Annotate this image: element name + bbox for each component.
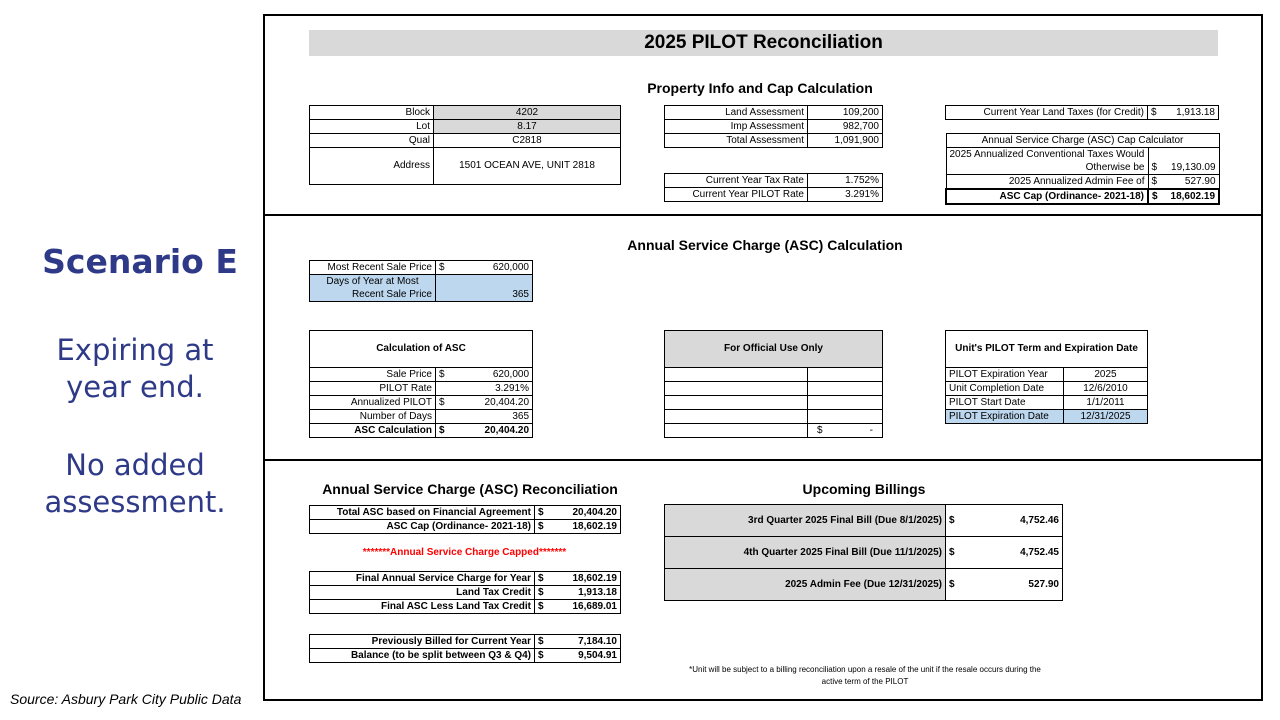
rates-table	[664, 173, 883, 202]
balance-label: Balance (to be split between Q3 & Q4)	[310, 649, 535, 663]
days-label-line2: Recent Sale Price	[351, 289, 432, 300]
block-label: Block	[310, 106, 434, 120]
land-assessment-label: Land Assessment	[665, 106, 808, 120]
cap-calculator-table	[945, 133, 1220, 205]
previously-billed-value: 7,184.10	[578, 636, 617, 647]
conventional-taxes-line1: 2025 Annualized Conventional Taxes Would	[949, 149, 1145, 160]
resale-note-line1: *Unit will be subject to a billing reconciliation upon a resale of the unit if the resale occurs during the	[689, 665, 1041, 674]
scenario-title: Scenario E	[42, 242, 238, 281]
sale-price-table	[309, 260, 533, 302]
conventional-taxes-value: 19,130.09	[1171, 162, 1216, 173]
recon-asc-cap-label: ASC Cap (Ordinance- 2021-18)	[310, 520, 535, 534]
reconciliation-top-table	[309, 505, 621, 534]
sale-price-label: Most Recent Sale Price	[310, 261, 436, 275]
calc-pilot-rate-value: 3.291%	[495, 383, 530, 394]
calc-number-of-days-label: Number of Days	[310, 410, 436, 424]
expiration-year-value: 2025	[1064, 368, 1148, 382]
official-total-value: -	[869, 425, 874, 436]
section-divider-2	[263, 459, 1263, 461]
official-cell	[665, 410, 808, 424]
admin-fee-label: 2025 Annualized Admin Fee of	[946, 175, 1148, 190]
expiration-date-value: 12/31/2025	[1064, 410, 1148, 424]
official-use-table	[664, 330, 883, 438]
admin-fee-bill-value: 527.90	[1028, 579, 1059, 590]
recon-asc-cap-value: 18,602.19	[572, 521, 617, 532]
reconciliation-bottom-table	[309, 634, 621, 663]
property-table	[309, 105, 621, 185]
calc-number-of-days-value: 365	[512, 411, 530, 422]
total-assessment-value: 1,091,900	[808, 134, 883, 148]
imp-assessment-label: Imp Assessment	[665, 120, 808, 134]
calc-pilot-rate-label: PILOT Rate	[310, 382, 436, 396]
lot-label: Lot	[310, 120, 434, 134]
tax-rate-value: 1.752%	[808, 174, 883, 188]
official-cell	[808, 368, 883, 382]
conventional-taxes-line2: Otherwise be	[1085, 162, 1145, 173]
block-value: 4202	[434, 106, 621, 120]
asc-cap-value: 18,602.19	[1170, 191, 1216, 202]
final-asc-currency: $	[538, 573, 544, 584]
tax-rate-label: Current Year Tax Rate	[665, 174, 808, 188]
imp-assessment-value: 982,700	[808, 120, 883, 134]
total-asc-value: 20,404.20	[572, 507, 617, 518]
land-taxes-table	[945, 105, 1219, 120]
q4-bill-currency: $	[949, 547, 955, 558]
address-value: 1501 OCEAN AVE, UNIT 2818	[434, 148, 621, 185]
scenario-line-4: assessment.	[44, 485, 226, 519]
recon-asc-cap-currency: $	[538, 521, 544, 532]
official-cell	[808, 410, 883, 424]
previously-billed-currency: $	[538, 636, 544, 647]
expiration-year-label: PILOT Expiration Year	[946, 368, 1064, 382]
land-taxes-value: 1,913.18	[1176, 107, 1215, 118]
completion-date-value: 12/6/2010	[1064, 382, 1148, 396]
official-cell	[808, 396, 883, 410]
resale-note-line2: active term of the PILOT	[821, 677, 909, 686]
asc-cap-currency: $	[1152, 191, 1158, 202]
start-date-value: 1/1/2011	[1064, 396, 1148, 410]
final-asc-less-credit-currency: $	[538, 601, 544, 612]
pilot-term-table	[945, 330, 1148, 424]
final-asc-less-credit-label: Final ASC Less Land Tax Credit	[310, 600, 535, 614]
admin-fee-value: 527.90	[1184, 176, 1216, 187]
source-note: Source: Asbury Park City Public Data	[10, 691, 242, 707]
sale-price-currency: $	[439, 262, 445, 273]
calc-annualized-pilot-value: 20,404.20	[484, 397, 530, 408]
calc-sale-price-currency: $	[439, 369, 445, 380]
land-tax-credit-value: 1,913.18	[578, 587, 617, 598]
assessment-table	[664, 105, 883, 148]
official-cell	[665, 382, 808, 396]
asc-calculation-label: ASC Calculation	[310, 424, 436, 438]
total-asc-label: Total ASC based on Financial Agreement	[310, 506, 535, 520]
report-title: 2025 PILOT Reconciliation	[309, 30, 1218, 56]
official-cell	[665, 396, 808, 410]
pilot-rate-label: Current Year PILOT Rate	[665, 188, 808, 202]
days-value: 365	[436, 275, 533, 302]
q4-bill-value: 4,752.45	[1020, 547, 1059, 558]
reconciliation-section-title: Annual Service Charge (ASC) Reconciliation	[322, 481, 618, 497]
q3-bill-value: 4,752.46	[1020, 515, 1059, 526]
calc-sale-price-value: 620,000	[492, 369, 530, 380]
scenario-line-3: No added	[65, 448, 205, 482]
admin-fee-currency: $	[1151, 176, 1158, 187]
asc-cap-label: ASC Cap (Ordinance- 2021-18)	[946, 189, 1148, 204]
expiration-date-label: PILOT Expiration Date	[946, 410, 1064, 424]
land-assessment-value: 109,200	[808, 106, 883, 120]
section-divider-1	[263, 214, 1263, 216]
official-use-title: For Official Use Only	[665, 331, 883, 368]
qual-label: Qual	[310, 134, 434, 148]
capped-notice: *******Annual Service Charge Capped*******	[362, 547, 567, 558]
land-taxes-label: Current Year Land Taxes (for Credit)	[946, 106, 1148, 120]
sale-price-value: 620,000	[492, 262, 529, 273]
billings-table	[664, 504, 1063, 601]
reconciliation-mid-table	[309, 571, 621, 614]
asc-calculation-section-title: Annual Service Charge (ASC) Calculation	[627, 237, 903, 253]
official-cell	[808, 382, 883, 396]
calculation-of-asc-title: Calculation of ASC	[310, 331, 533, 368]
balance-currency: $	[538, 650, 544, 661]
official-cell	[665, 424, 808, 438]
calc-sale-price-label: Sale Price	[310, 368, 436, 382]
admin-fee-bill-currency: $	[949, 579, 955, 590]
admin-fee-bill-label: 2025 Admin Fee (Due 12/31/2025)	[665, 569, 946, 601]
q3-bill-currency: $	[949, 515, 955, 526]
calc-annualized-pilot-currency: $	[439, 397, 445, 408]
completion-date-label: Unit Completion Date	[946, 382, 1064, 396]
pilot-term-title: Unit's PILOT Term and Expiration Date	[946, 331, 1148, 368]
q4-bill-label: 4th Quarter 2025 Final Bill (Due 11/1/2025)	[665, 537, 946, 569]
qual-value: C2818	[434, 134, 621, 148]
land-tax-credit-label: Land Tax Credit	[310, 586, 535, 600]
resale-note	[650, 664, 1080, 688]
final-asc-label: Final Annual Service Charge for Year	[310, 572, 535, 586]
total-assessment-label: Total Assessment	[665, 134, 808, 148]
asc-calculation-value: 20,404.20	[484, 425, 530, 436]
days-label-line1: Days of Year at Most	[326, 276, 419, 287]
land-tax-credit-currency: $	[538, 587, 544, 598]
start-date-label: PILOT Start Date	[946, 396, 1064, 410]
total-asc-currency: $	[538, 507, 544, 518]
conventional-taxes-currency: $	[1151, 162, 1158, 173]
pilot-rate-value: 3.291%	[808, 188, 883, 202]
q3-bill-label: 3rd Quarter 2025 Final Bill (Due 8/1/2025)	[665, 505, 946, 537]
billings-section-title: Upcoming Billings	[802, 481, 926, 497]
previously-billed-label: Previously Billed for Current Year	[310, 635, 535, 649]
land-taxes-currency: $	[1151, 107, 1157, 118]
property-section-title: Property Info and Cap Calculation	[647, 80, 873, 96]
lot-value: 8.17	[434, 120, 621, 134]
scenario-line-1: Expiring at	[56, 333, 214, 367]
cap-calculator-title: Annual Service Charge (ASC) Cap Calculator	[946, 134, 1219, 148]
balance-value: 9,504.91	[578, 650, 617, 661]
asc-calculation-currency: $	[439, 425, 445, 436]
final-asc-value: 18,602.19	[572, 573, 617, 584]
final-asc-less-credit-value: 16,689.01	[572, 601, 617, 612]
official-total-currency: $	[817, 425, 823, 436]
calc-annualized-pilot-label: Annualized PILOT	[310, 396, 436, 410]
address-label: Address	[310, 148, 434, 185]
scenario-line-2: year end.	[66, 370, 204, 404]
calculation-of-asc-table	[309, 330, 533, 438]
official-cell	[665, 368, 808, 382]
